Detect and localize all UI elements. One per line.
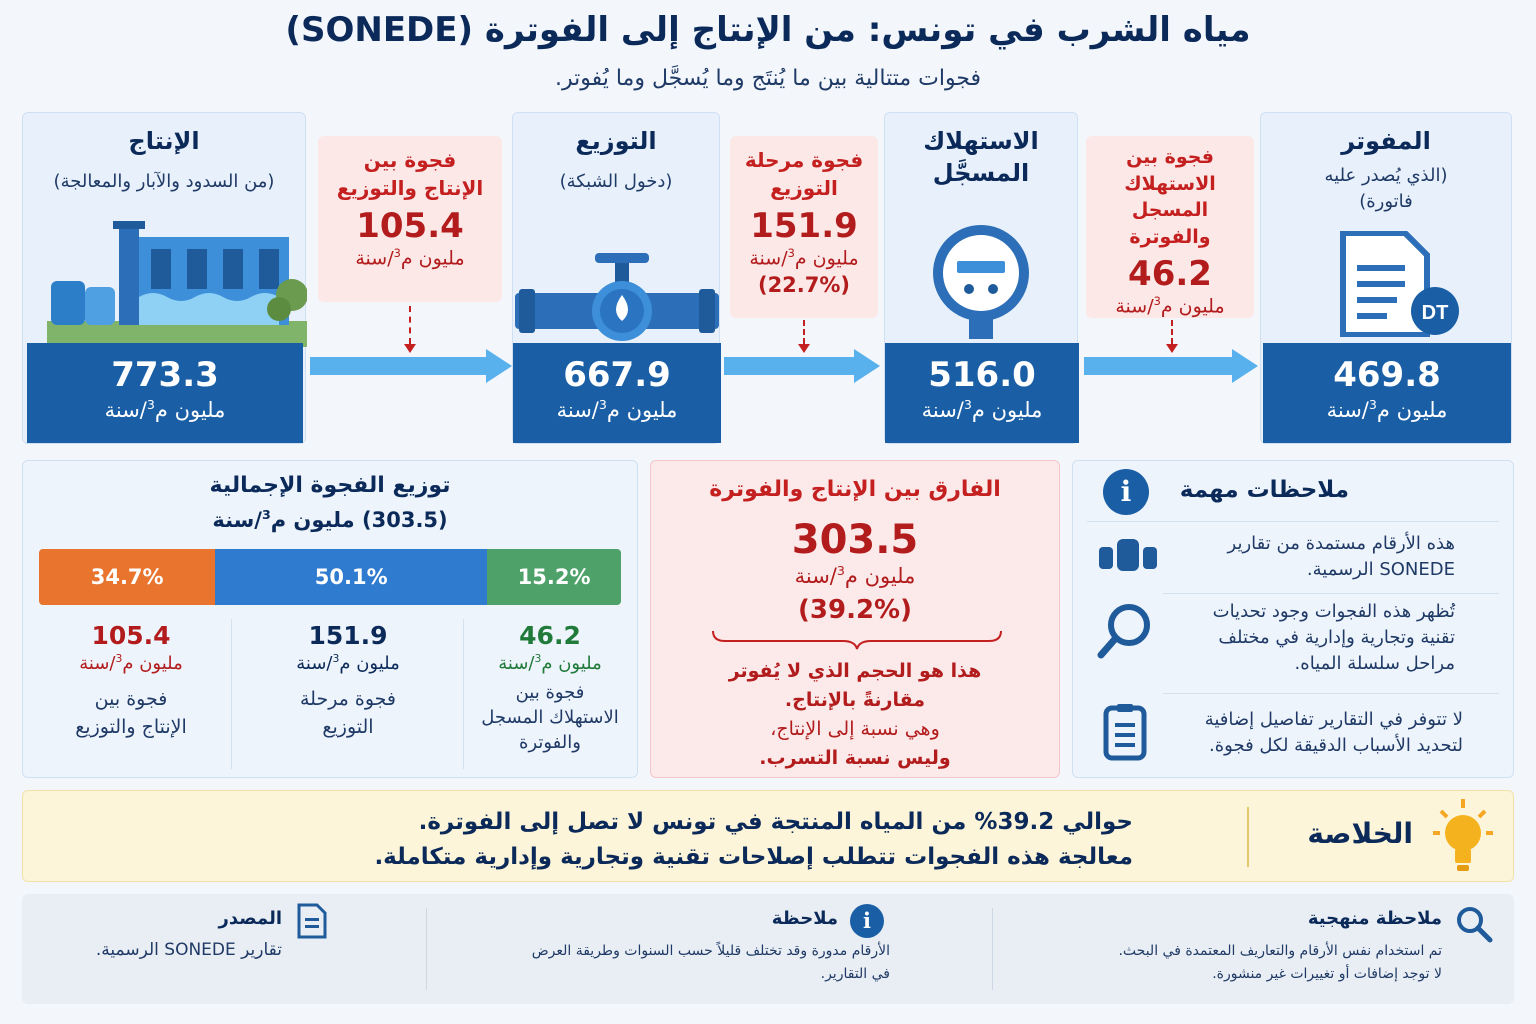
divider [426,908,427,990]
summary-text: حوالي 39.2% من المياه المنتجة في تونس لا تصل إلى الفوترة. معالجة هذه الفجوات تتطلب إصلاحات تقنية وتجارية وإدارية متكاملة. [374,809,1133,870]
notes-panel [1072,460,1514,778]
bar-segment: 15.2% [487,549,621,605]
flow-arrow-head [854,349,880,383]
brace-icon [711,629,1003,651]
column-value: 46.2 [519,621,581,650]
water-meter-icon [929,223,1033,343]
divider [231,619,232,769]
stage-title: الإنتاج [128,127,200,155]
gap-pointer [1171,320,1173,344]
gap-consumption-billing [1086,136,1254,318]
consumption-value-box [885,343,1079,443]
stage-title: التوزيع [575,127,657,155]
magnifier-icon [1454,904,1494,944]
breakdown-column [33,621,229,741]
pipe-valve-icon [515,249,719,341]
column-label: فجوة مرحلة التوزيع [299,688,397,738]
unit-label: مليون م$^3$/سنة [79,652,183,674]
stage-subtitle: (الذي يُصدر عليه فاتورة) [1324,165,1448,213]
consumption-value: 516.0 [928,355,1036,395]
gap-value: 151.9 [750,206,858,246]
flow-arrow-head [486,349,512,383]
note-item: هذه الأرقام مستمدة من تقارير SONEDE الرسمية. [1227,533,1455,581]
currency-label: DT [1421,302,1449,324]
summary-panel [22,790,1514,882]
notes-title: ملاحظات مهمة [1179,477,1349,503]
gap-breakdown-panel [22,460,638,778]
divider [1163,693,1499,694]
unit-label: مليون م$^3$/سنة [1326,397,1448,422]
divider [1163,593,1499,594]
gap-title: فجوة مرحلة التوزيع [744,148,864,200]
unit-label: مليون م$^3$/سنة [556,397,678,422]
divider [1247,807,1249,867]
document-icon [1103,703,1147,761]
divider [992,908,993,990]
billed-value: 469.8 [1333,355,1441,395]
gap-production-distribution [318,136,502,302]
flow-arrow [724,357,856,375]
distribution-value-box [513,343,721,443]
stage-distribution [512,112,720,444]
gap-title: فجوة بين الاستهلاك المسجل والفوترة [1124,146,1216,248]
stage-billed [1260,112,1512,444]
breakdown-subtitle: (303.5) مليون م$^3$/سنة [212,507,448,532]
magnifier-icon [1097,601,1153,661]
breakdown-title: توزيع الفجوة الإجمالية [209,473,451,498]
flow-arrow [1084,357,1234,375]
breakdown-column [233,621,463,741]
stage-subtitle: (دخول الشبكة) [559,171,673,192]
bar-segment: 34.7% [39,549,215,605]
stage-title: المفوتر [1341,127,1431,155]
unit-label: مليون م$^3$/سنة [921,397,1043,422]
production-value-box [27,343,303,443]
source-title: المصدر [218,908,282,929]
source-text: تقارير SONEDE الرسمية. [95,940,282,960]
footer [22,894,1514,1004]
flow-arrow-head [1232,349,1258,383]
summary-label: الخلاصة [1307,817,1413,850]
document-icon [296,902,328,940]
page-subtitle: فجوات متتالية بين ما يُنتَج وما يُسجَّل وما يُفوتر. [554,66,982,91]
bar-segment: 50.1% [215,549,487,605]
breakdown-column [465,621,635,756]
unit-label: مليون م$^3$/سنة [296,652,400,674]
divider [1087,521,1499,522]
method-title: ملاحظة منهجية [1307,908,1442,929]
gap-title: فجوة بين الإنتاج والتوزيع [336,148,484,200]
column-value: 105.4 [91,621,171,650]
gap-pointer [409,306,411,344]
gap-pointer-head [1166,344,1178,353]
unit-label: مليون م$^3$/سنة [794,563,916,588]
unit-label: مليون م$^3$/سنة [1115,294,1225,318]
gap-percent: (22.7%) [757,273,851,298]
gap-value: 46.2 [1128,254,1212,295]
stage-production [22,112,306,444]
billed-value-box [1263,343,1511,443]
stage-subtitle: (من السدود والآبار والمعالجة) [53,171,275,192]
difference-percent: (39.2%) [798,595,912,625]
note-text: الأرقام مدورة وقد تختلف قليلاً حسب السنوات وطريقة العرض في التقارير. [531,943,890,983]
gap-distribution-stage [730,136,878,318]
water-plant-icon [47,217,307,347]
divider [463,619,464,769]
note-item: لا تتوفر في التقارير تفاصيل إضافية لتحديد الأسباب الدقيقة لكل فجوة. [1204,709,1463,757]
column-label: فجوة بين الإنتاج والتوزيع [75,688,187,738]
page-title: مياه الشرب في تونس: من الإنتاج إلى الفوترة (SONEDE) [285,10,1251,50]
database-icon [1099,537,1159,573]
gap-value: 105.4 [356,206,464,246]
difference-explanation: هذا هو الحجم الذي لا يُفوتر مقارنةً بالإنتاج. [728,660,982,712]
info-icon: i [1103,469,1149,515]
method-text: تم استخدام نفس الأرقام والتعاريف المعتمدة في البحث. لا توجد إضافات أو تغييرات غير منشورة. [1118,943,1442,983]
production-value: 773.3 [111,355,219,395]
difference-note: وهي نسبة إلى الإنتاج، وليس نسبة التسرب. [759,718,951,769]
stage-title: الاستهلاك المسجَّل [923,127,1039,188]
difference-value: 303.5 [791,517,919,563]
gap-pointer-head [404,344,416,353]
unit-label: مليون م$^3$/سنة [104,397,226,422]
invoice-icon [1339,231,1459,337]
distribution-value: 667.9 [563,355,671,395]
gap-pointer-head [798,344,810,353]
difference-title: الفارق بين الإنتاج والفوترة [709,477,1001,502]
difference-panel [650,460,1060,778]
unit-label: مليون م$^3$/سنة [355,246,465,270]
stage-consumption [884,112,1078,444]
flow-arrow [310,357,488,375]
column-value: 151.9 [308,621,388,650]
note-item: تُظهر هذه الفجوات وجود تحديات تقنية وتجارية وإدارية في مختلف مراحل سلسلة المياه. [1212,601,1455,675]
info-icon: i [850,904,884,938]
note-title: ملاحظة [771,908,838,929]
column-label: فجوة بين الاستهلاك المسجل والفوترة [481,682,619,754]
gap-pointer [803,320,805,344]
unit-label: مليون م$^3$/سنة [749,246,859,270]
unit-label: مليون م$^3$/سنة [498,652,602,674]
stacked-bar [39,549,621,605]
lightbulb-icon [1427,797,1499,877]
